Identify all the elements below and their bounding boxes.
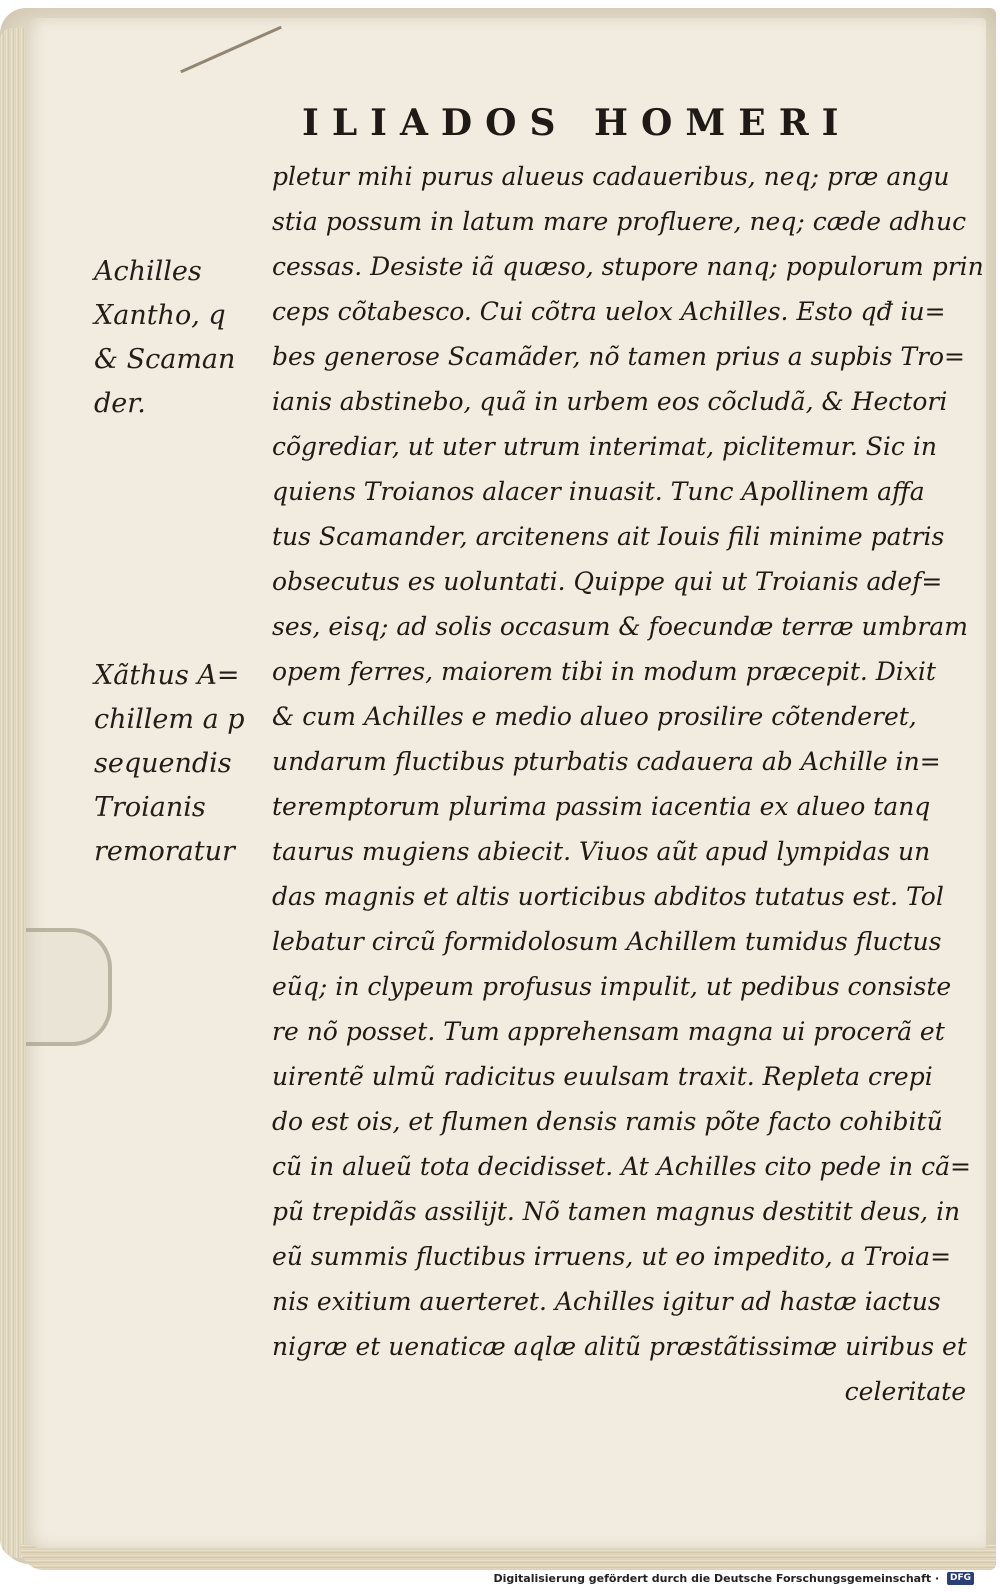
- text-line: obsecutus es uoluntati. Quippe qui ut Troianis adef=: [272, 567, 943, 596]
- text-line: pletur mihi purus alueus cadaueribus, neq; præ angu: [272, 162, 950, 191]
- marginal-note-line: chillem a p: [94, 704, 245, 735]
- text-line: das magnis et altis uorticibus abditos tutatus est. Tol: [272, 882, 944, 911]
- page-edges-left: [0, 28, 26, 1558]
- pen-mark: [180, 26, 282, 73]
- text-line: do est ois, et flumen densis ramis põte facto cohibitũ: [272, 1107, 943, 1136]
- text-line: stia possum in latum mare profluere, neq; cæde adhuc: [272, 207, 967, 236]
- book-volume: [0, 8, 996, 1564]
- text-line: cõgrediar, ut uter utrum interimat, piclitemur. Sic in: [272, 432, 937, 461]
- marginal-note: [94, 250, 254, 426]
- marginal-note-line: sequendis: [94, 748, 232, 779]
- page-clip: [26, 928, 112, 1046]
- marginal-note-line: remoratur: [94, 836, 235, 867]
- text-line: ceps cõtabesco. Cui cõtra uelox Achilles. Esto qđ iu=: [272, 297, 946, 326]
- marginal-note-line: der.: [94, 388, 146, 419]
- text-line: opem ferres, maiorem tibi in modum præcepit. Dixit: [272, 657, 936, 686]
- text-line: bes generose Scamãder, nõ tamen prius a supbis Tro=: [272, 342, 965, 371]
- text-line: & cum Achilles e medio alueo prosilire cõtenderet,: [272, 702, 917, 731]
- text-line: ianis abstinebo, quã in urbem eos cõcludã, & Hectori: [272, 387, 948, 416]
- text-line: eũq; in clypeum profusus impulit, ut pedibus consiste: [272, 972, 952, 1001]
- text-line: uirentẽ ulmũ radicitus euulsam traxit. Repleta crepi: [272, 1062, 933, 1091]
- dfg-logo: DFG: [947, 1572, 974, 1585]
- text-line: lebatur circũ formidolosum Achillem tumidus fluctus: [272, 927, 942, 956]
- text-line: nis exitium auerteret. Achilles igitur ad hastæ iactus: [272, 1287, 941, 1316]
- marginal-note-line: Troianis: [94, 792, 206, 823]
- marginal-note-line: Achilles: [94, 256, 202, 287]
- text-line: undarum fluctibus pturbatis cadauera ab Achille in=: [272, 747, 941, 776]
- marginal-note-line: & Scaman: [94, 344, 236, 375]
- text-line: nigræ et uenaticæ aqlæ alitũ præstãtissimæ uiribus et: [272, 1332, 967, 1361]
- digitization-credit: Digitalisierung gefördert durch die Deutsche Forschungsgemeinschaft · DFG: [493, 1572, 974, 1586]
- text-line: re nõ posset. Tum apprehensam magna ui procerã et: [272, 1017, 945, 1046]
- text-line: teremptorum plurima passim iacentia ex alueo tanq: [272, 792, 931, 821]
- text-line: cũ in alueũ tota decidisset. At Achilles cito pede in cã=: [272, 1152, 971, 1181]
- text-line: pũ trepidãs assilijt. Nõ tamen magnus destitit deus, in: [272, 1197, 961, 1226]
- credit-text: Digitalisierung gefördert durch die Deutsche Forschungsgemeinschaft: [493, 1571, 932, 1585]
- book-page: [26, 18, 986, 1548]
- catchword: celeritate: [844, 1377, 966, 1406]
- marginal-note-line: Xãthus A=: [94, 660, 240, 691]
- text-line: tus Scamander, arcitenens ait Iouis fili minime patris: [272, 522, 945, 551]
- text-line: cessas. Desiste iã quæso, stupore nanq; populorum prin: [272, 252, 984, 281]
- text-line: quiens Troianos alacer inuasit. Tunc Apollinem affa: [272, 477, 925, 506]
- text-line: eũ summis fluctibus irruens, ut eo impedito, a Troia=: [272, 1242, 952, 1271]
- text-line: ses, eisq; ad solis occasum & foecundæ terræ umbram: [272, 612, 968, 641]
- marginal-note-line: Xantho, q: [94, 300, 226, 331]
- main-text: [272, 154, 1000, 1414]
- running-head: ILIADOS HOMERI: [302, 102, 852, 144]
- marginal-note: [94, 654, 254, 874]
- text-line: taurus mugiens abiecit. Viuos aũt apud lympidas un: [272, 837, 931, 866]
